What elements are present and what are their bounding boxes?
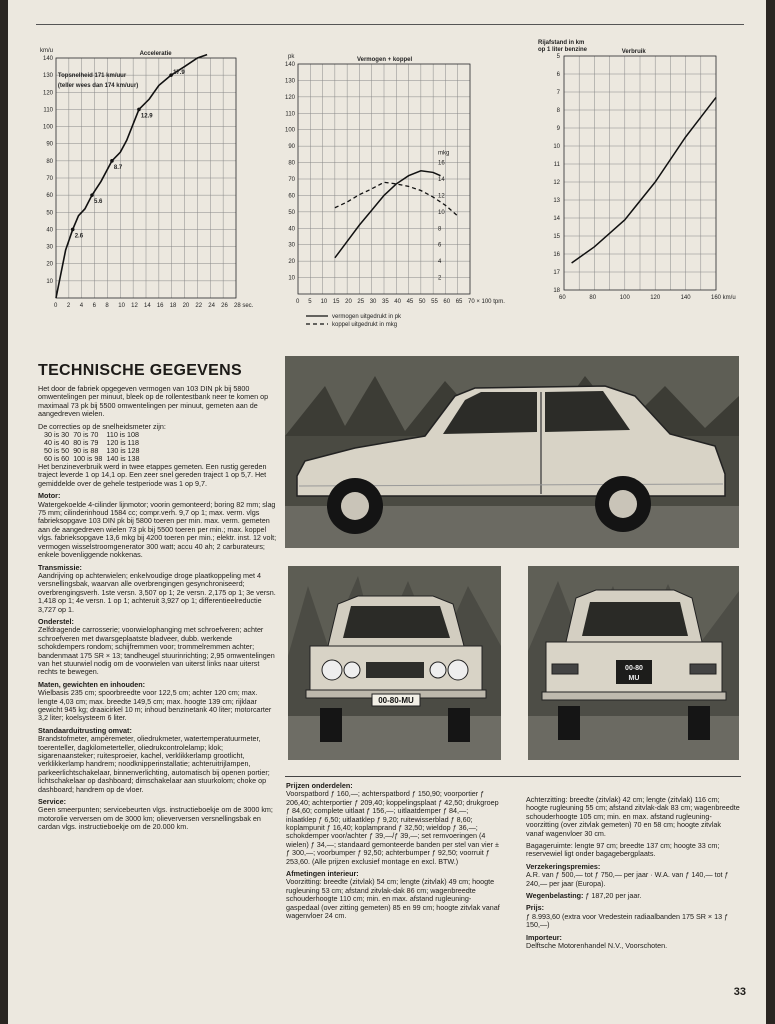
table-cell: 60 is 60	[44, 454, 70, 464]
section-text: Aandrijving op achterwielen; enkelvoudige droge plaatkoppeling met 4 versnellingsbak, waarvan alle overbrengingen gesynchroniseerd; overbrengingsverh. 1ste versn. 3,507 op 1; 2e versn. 2,175 op 1; 3e versn. 1,418 op 1; 4e versn. 1 op 1; achteruit 3,927 op 1; differentieelreductie 3,727 op 1.	[38, 570, 276, 614]
section-heading: Motor:	[38, 491, 61, 501]
y-right-tick-label: 14	[438, 177, 445, 183]
section-heading: Wegenbelasting:	[526, 891, 584, 901]
car-rear-photo	[528, 566, 739, 760]
y-tick-label: 17	[553, 270, 560, 276]
x-tick-label: 4	[79, 303, 84, 309]
table-cell: 80 is 79	[73, 438, 99, 448]
section-text: Wielbasis 235 cm; spoorbreedte voor 122,5 cm; achter 120 cm; max. lengte 4,03 cm; max. breedte 149,5 cm; max. hoogte 139 cm; rijklaar gewicht 945 kg; draaicirkel 10 m; inhoud benzinetank 40 liter; motorcarter 3,2 liter; koelsysteem 6 liter.	[38, 688, 272, 723]
data-point	[137, 108, 141, 112]
y-tick-label: 12	[553, 180, 560, 186]
annotation: Topsnelheid 171 km/uur	[57, 72, 127, 79]
page-title: TECHNISCHE GEGEVENS	[38, 362, 242, 379]
y-tick-label: 100	[42, 124, 53, 131]
y-tick-label: 140	[42, 56, 53, 62]
x-tick-label: 25	[357, 299, 365, 305]
x-tick-label: 120	[650, 295, 661, 301]
y-tick-label: 80	[288, 160, 295, 167]
y-tick-label: 50	[46, 210, 53, 217]
y-tick-label: 130	[42, 73, 53, 80]
section-heading: Verzekeringspremies:	[526, 861, 601, 871]
charts-area	[8, 0, 766, 340]
y-tick-label: 5	[556, 54, 560, 60]
rear-license-plate-line1: 00-80	[625, 665, 643, 672]
y-tick-label: 120	[42, 90, 53, 97]
y-tick-label: 30	[46, 244, 53, 251]
left-column	[38, 385, 278, 836]
y-tick-label: 50	[288, 209, 295, 216]
y-tick-label: 90	[288, 144, 295, 151]
car-front-image	[288, 566, 501, 760]
y-tick-label: 10	[46, 278, 53, 285]
x-tick-label: 28 sec.	[234, 303, 254, 309]
x-tick-label: 60	[443, 299, 451, 305]
x-tick-label: 30	[369, 299, 377, 305]
y-tick-label: 110	[43, 107, 53, 114]
x-tick-label: 22	[195, 303, 203, 309]
x-tick-label: 14	[144, 303, 151, 309]
section-text: Voorzitting: breedte (zitvlak) 54 cm; lengte (zitvlak) 49 cm; hoogte rugleuning 53 cm; afstand zitvlak-dak 86 cm; wagenbreedte schouderhoogte 110 cm; min. en max. afstand rugleuning-gaspedaal (over zitting gemeten) 85 en 99 cm; hoogte zitvlak vanaf wagenvloer 24 cm.	[286, 877, 500, 921]
section-text: Brandstofmeter, ampèremeter, oliedrukmeter, watertemperatuurmeter, toerenteller, dagkilometerteller, oliedrukcontrolelamp; klok; sigarenaansteker; ruitesproeier, kachel, verklikkerlamp grootlicht, verklikkerlamp handrem; noodknipperinstallatie; achteruitrijlampen, parkeerlichtschakelaar, binnenverlichting, automatisch bij openen portier; lichtschakelaar op dashboard; dimschakelaar aan stuurkolom; choke op dashboard; handrem op de vloer.	[38, 734, 270, 794]
y-tick-label: 10	[553, 144, 560, 150]
annotation: (teller wees dan 174 km/uur)	[57, 83, 139, 90]
data-label: 2.6	[74, 233, 84, 240]
section-text: Zelfdragende carrosserie; voorwielophanging met schroefveren; achter schroefveren met dwarsgeplaatste bladveer, dubb. werkende schokdempers rondom; schijfremmen voor; trommelremmen achter; bandenmaat 175 SR × 13; tandheugel stuurinrichting; 2,95 omwentelingen van het stuurwiel nodig om de voorwielen van uiterst links naar uiterst rechts te bewegen.	[38, 625, 275, 677]
y-right-axis-unit: mkg	[438, 150, 450, 157]
car-rear-image	[528, 566, 739, 760]
right-column	[526, 796, 740, 955]
x-tick-label: 6	[92, 303, 96, 309]
x-tick-label: 140	[680, 295, 691, 301]
table-cell: 40 is 40	[44, 438, 70, 448]
x-tick-label: 12	[131, 303, 138, 309]
table-cell: 140 is 138	[106, 454, 140, 464]
chart-title: Verbruik	[621, 49, 646, 55]
car-front-photo	[288, 566, 501, 760]
x-tick-label: 18	[169, 303, 177, 309]
x-tick-label: 100	[619, 295, 630, 301]
y-right-tick-label: 6	[438, 242, 442, 249]
y-tick-label: 140	[284, 62, 295, 68]
speedo-correction-table	[44, 431, 144, 463]
section-heading: Afmetingen interieur:	[286, 869, 359, 879]
section-text: ƒ 8.993,60 (extra voor Vredestein radiaalbanden 175 SR × 13 ƒ 150,—)	[526, 911, 729, 930]
car-side-photo	[285, 356, 739, 548]
legend-label: koppel uitgedrukt in mkg	[332, 322, 398, 328]
y-tick-label: 7	[556, 90, 560, 96]
x-tick-label: 35	[382, 299, 389, 305]
section-text: Geen smeerpunten; servicebeurten vlgs. instructieboekje om de 3000 km; motorolie verversen om de 3000 km; olieverversen versnellingsbak en cardan vlgs. instructieboekje om de 20.000 km.	[38, 805, 273, 832]
y-tick-label: 30	[288, 242, 295, 249]
y-tick-label: 8	[556, 108, 560, 114]
magazine-page	[8, 0, 766, 1024]
x-tick-label: 0	[54, 303, 58, 309]
table-cell: 120 is 118	[106, 438, 139, 448]
y-tick-label: 20	[288, 259, 295, 266]
x-tick-label: 16	[156, 303, 164, 309]
x-tick-label: 26	[221, 303, 228, 309]
correction-intro: De correcties op de snelheidsmeter zijn:	[38, 421, 166, 431]
y-tick-label: 70	[288, 177, 295, 183]
rear-seat-text: Achterzitting: breedte (zitvlak) 42 cm; lengte (zitvlak) 116 cm; hoogte rugleuning 55 cm; afstand zitvlak-dak 83 cm; wagenbreedte schouderhoogte 105 cm; min. en max. afstand rugleuning-voorzitting (over zitvlak gemeten) 70 en 58 cm; hoogte zitvlak vanaf wagenvloer 30 cm.	[526, 795, 740, 838]
section-text: A.R. van ƒ 500,— tot ƒ 750,— per jaar · W.A. van ƒ 140,— tot ƒ 240,— per jaar (Europa).	[526, 870, 729, 888]
x-tick-label: 60	[559, 295, 566, 301]
section-heading: Prijzen onderdelen:	[286, 781, 353, 790]
data-label: 17.9	[173, 70, 185, 77]
section-text: Delftsche Motorenhandel N.V., Voorschoten.	[526, 941, 668, 951]
rear-license-plate-line2: MU	[628, 675, 640, 682]
y-axis-unit: pk	[288, 54, 295, 60]
y-tick-label: 40	[288, 226, 295, 233]
x-tick-label: 65	[455, 299, 463, 305]
y-tick-label: 80	[46, 158, 53, 165]
data-line	[572, 97, 716, 263]
y-tick-label: 110	[285, 111, 295, 118]
section-heading: Transmissie:	[38, 562, 82, 572]
table-cell: 30 is 30	[44, 430, 70, 440]
x-tick-label: 2	[66, 303, 71, 309]
section-text: ƒ 187,20 per jaar.	[585, 891, 642, 901]
front-license-plate: 00-80-MU	[378, 696, 414, 705]
x-tick-label: 15	[332, 299, 340, 305]
table-cell: 130 is 128	[106, 446, 140, 456]
x-tick-label: 50	[418, 299, 426, 305]
chart-title: Acceleratie	[139, 51, 172, 57]
x-tick-label: 5	[308, 299, 312, 305]
y-tick-label: 100	[284, 127, 295, 134]
y-right-tick-label: 16	[438, 160, 445, 167]
y-tick-label: 90	[46, 141, 53, 148]
y-tick-label: 14	[553, 216, 560, 222]
y-right-tick-label: 4	[438, 259, 442, 266]
section-divider	[285, 776, 741, 777]
x-tick-label: 80	[589, 295, 597, 301]
data-label: 12.9	[140, 113, 153, 120]
x-tick-label: 10	[118, 303, 125, 309]
y-right-tick-label: 10	[438, 209, 445, 216]
y-tick-label: 16	[553, 252, 560, 258]
y-axis-unit: op 1 liter benzine	[538, 47, 588, 53]
y-tick-label: 120	[284, 94, 295, 101]
y-right-tick-label: 12	[438, 193, 445, 200]
data-point	[71, 228, 75, 232]
section-heading: Importeur:	[526, 932, 562, 942]
luggage-text: Bagageruimte: lengte 97 cm; breedte 137 cm; hoogte 33 cm; reservewiel ligt onder bagagebergplaats.	[526, 841, 720, 859]
car-side-image	[285, 356, 739, 548]
intro-text: Het door de fabriek opgegeven vermogen van 103 DIN pk bij 5800 omwentelingen per minuut, bleek op de rollentestbank neer te komen op maximaal 73 pk bij 5500 omwentelingen per minuut, gemeten aan de aangedreven wielen.	[38, 384, 269, 419]
table-cell: 100 is 98	[73, 454, 103, 464]
table-cell: 90 is 88	[73, 446, 99, 456]
y-tick-label: 60	[288, 193, 295, 200]
data-label: 8.7	[113, 164, 123, 171]
y-tick-label: 6	[556, 72, 560, 78]
table-cell: 70 is 70	[73, 430, 99, 440]
y-tick-label: 11	[553, 162, 560, 168]
y-tick-label: 15	[553, 234, 560, 240]
section-text: Voorspatbord ƒ 160,—; achterspatbord ƒ 150,90; voorportier ƒ 206,40; achterportier ƒ 209,40; koppelingsplaat ƒ 42,50; drukgroep ƒ 84,60; complete uitlaat ƒ 156,—; uitlaatdemper ƒ 84,—; inlaatklep ƒ 6,50; uitlaatklep ƒ 9,20; ruitewisserblad ƒ 8,60; koplampunit ƒ 16,40; koplamprand ƒ 32,50; wieldop ƒ 36,—; schokdemper voor/achter ƒ 39,—/ƒ 39,—; set remvoeringen (4 wielen) ƒ 34,—; standaard gemonteerde banden per stel van vier ± ƒ 300,—; voorbumper ƒ 92,50; achterbumper ƒ 92,50; voorruit ƒ 253,60. (Alle prijzen exclusief montage en excl. BTW.)	[286, 789, 499, 866]
section-heading: Service:	[38, 797, 66, 807]
x-tick-label: 24	[208, 303, 215, 309]
y-tick-label: 18	[553, 288, 560, 294]
section-heading: Onderstel:	[38, 616, 74, 626]
y-right-tick-label: 8	[438, 226, 442, 233]
y-tick-label: 20	[46, 261, 53, 268]
data-point	[110, 159, 114, 163]
section-text: Watergekoelde 4-cilinder lijnmotor; voorin gemonteerd; boring 82 mm; slag 75 mm; cilinderinhoud 1584 cc; compr.verh. 9,7 op 1; max. verm. vlgs fabrieksopgave 103 DIN pk bij 5800 toeren per min. max. verm. gemeten aan de aangedreven wielen 73 pk bij 5500 toeren per min.; max. koppel vlgs. fabrieksopgave 13,6 mkg bij 4200 toeren per min.; elektr. inst. 12 volt; vermogen wisselstroomgenerator 300 watt; accu 40 ah; 2 carburateurs; enkele bovenliggende nokkenas.	[38, 499, 277, 560]
y-axis-unit: Rijafstand in km	[538, 40, 585, 46]
x-tick-label: 0	[296, 299, 300, 305]
y-tick-label: 130	[284, 78, 295, 85]
y-tick-label: 10	[288, 275, 295, 282]
y-tick-label: 60	[46, 193, 53, 200]
legend-label: vermogen uitgedrukt in pk	[332, 314, 402, 320]
y-right-tick-label: 2	[438, 275, 442, 282]
section-heading: Maten, gewichten en inhouden:	[38, 679, 146, 689]
y-tick-label: 9	[556, 126, 560, 132]
data-point	[90, 193, 94, 197]
section-heading: Prijs:	[526, 903, 544, 913]
section-heading: Standaarduitrusting omvat:	[38, 725, 132, 735]
x-tick-label: 160 km/u	[711, 295, 736, 301]
y-tick-label: 40	[46, 227, 53, 234]
x-tick-label: 55	[431, 299, 438, 305]
table-cell: 50 is 50	[44, 446, 70, 456]
table-cell: 110 is 108	[106, 430, 139, 440]
x-tick-label: 20	[182, 303, 190, 309]
y-tick-label: 70	[46, 176, 53, 182]
x-tick-label: 40	[394, 299, 401, 305]
x-tick-label: 70 × 100 tpm.	[468, 299, 505, 305]
y-tick-label: 13	[553, 198, 560, 204]
fuel-text: Het benzineverbruik werd in twee etappes gemeten. Een rustig gereden traject leverde 1 op 14,1 op. Een zeer snel gereden traject 1 op 5,7. Het gemiddelde over de gehele testperiode was 1 op 9,7.	[38, 462, 267, 488]
x-tick-label: 8	[105, 303, 109, 309]
y-axis-unit: km/u	[40, 48, 54, 54]
middle-column	[286, 782, 500, 925]
x-tick-label: 45	[406, 299, 414, 305]
x-tick-label: 20	[345, 299, 352, 305]
page-number: 33	[733, 986, 746, 998]
data-label: 5.6	[94, 199, 103, 206]
x-tick-label: 10	[320, 299, 328, 305]
chart-title: Vermogen + koppel	[356, 57, 413, 63]
